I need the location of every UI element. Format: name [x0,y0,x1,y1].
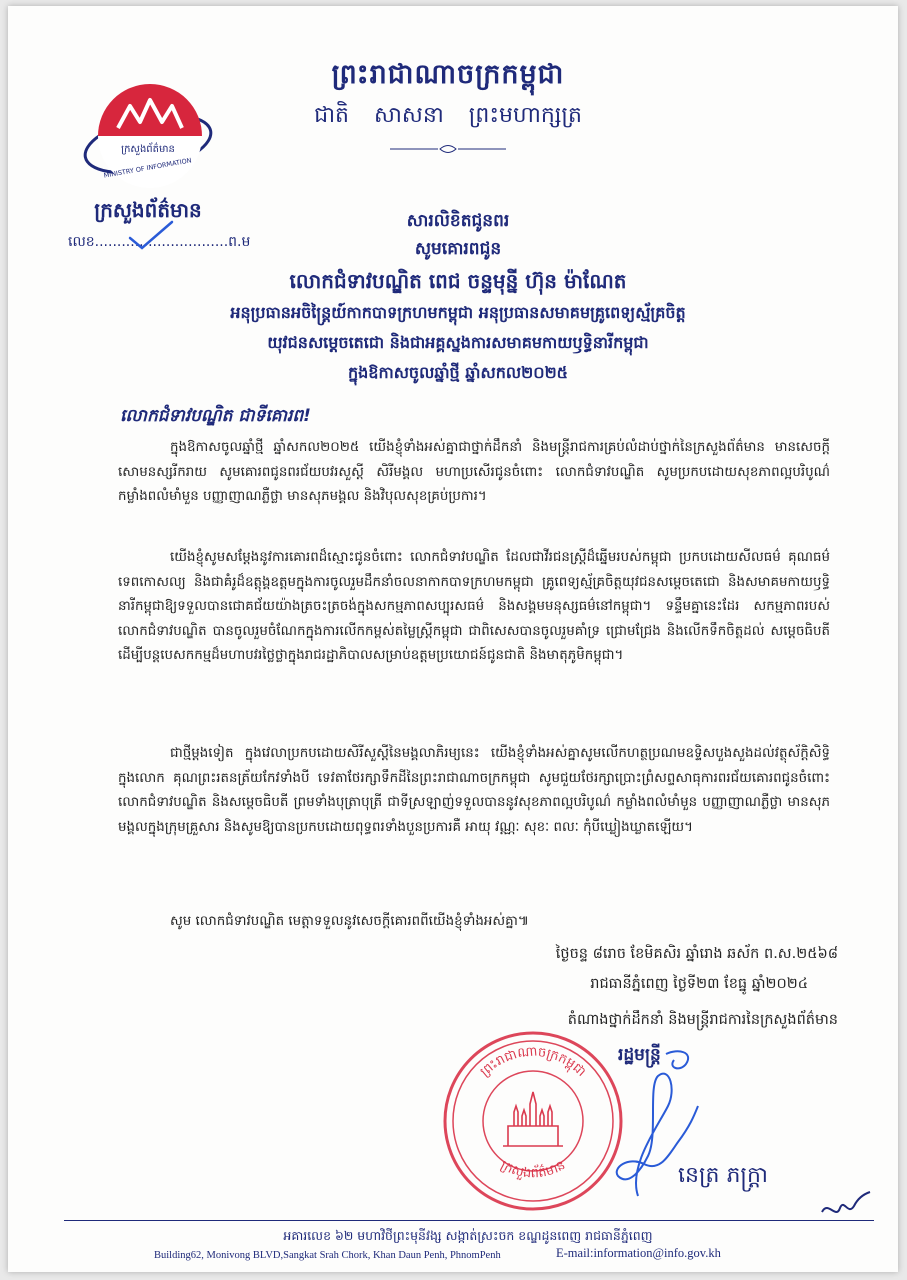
footer-address-kh: អគារលេខ ៦២ មហាវិថីព្រះមុនីវង្ស សង្កាត់ស្រះចក ខណ្ឌដូនពេញ រាជធានីភ្នំពេញ [283,1228,653,1243]
minister-title: រដ្ឋមន្ត្រី [618,1045,661,1065]
salutation: លោកជំទាវបណ្ឌិត ជាទីគោរព! [120,406,311,426]
ornament-divider [388,142,508,156]
ministry-logo [78,76,218,196]
national-motto: ជាតិ សាសនា ព្រះមហាក្សត្រ [314,103,582,128]
footer-address-en: Building62, Monivong BLVD,Sangkat Srah Chork, Khan Daun Penh, PhnomPenh [154,1250,501,1261]
body-paragraph-3: ជាថ្មីម្តងទៀត ក្នុងវេលាប្រកបដោយសិរីសួស្តីនៃមង្គលាភិរម្យនេះ យើងខ្ញុំទាំងអស់គ្នាសូមលើកហត្ថប្រណមឧទ្ទិសបួងសួងដល់វត្ថុស័ក្តិសិទ្ធិក្នុងលោក គុណព្រះរតនត្រ័យកែវទាំងបី ទេវតាថែរក្សាទឹកដីនៃព្រះរាជាណាចក្រកម្ពុជា សូមជួយថែរក្សាប្រោះព្រំសព្ទសាធុការពរជ័យគោរពជូនចំពោះ លោកជំទាវបណ្ឌិត និងសម្តេចធិបតី ព្រមទាំងបុត្រាបុត្រី ជាទីស្រឡាញ់ទទួលបាននូវសុខភាពល្អបរិបូណ៌ កម្លាំងពលំមាំមួន បញ្ញាញាណភ្លឺថ្លា មានសុភមង្គលក្នុងក្រុមគ្រួសារ និងសូមឱ្យបានប្រកបដោយពុទ្ធពរទាំងបួនប្រការគឺ អាយុ វណ្ណៈ សុខៈ ពលៈ កុំបីឃ្លៀងឃ្លាតឡើយ។ [118,746,830,835]
svg-text:ព្រះរាជាណាចក្រកម្ពុជា: ព្រះរាជាណាចក្រកម្ពុជា [477,1044,589,1080]
svg-text:MINISTRY OF INFORMATION: MINISTRY OF INFORMATION [103,156,193,180]
svg-text:ក្រសួងព័ត៌មាន: ក្រសួងព័ត៌មាន [497,1157,569,1182]
reference-number: លេខ..............................ព.ម [68,234,251,250]
lunar-date: ថ្ងៃចន្ទ ៨រោច ខែមិគសិរ ឆ្នាំរោង ឆស័ក ព.ស.២៥៦៨ [555,946,838,962]
body-paragraph-1: ក្នុងឱកាសចូលឆ្នាំថ្មី ឆ្នាំសកល២០២៥ យើងខ្ញុំទាំងអស់គ្នាជាថ្នាក់ដឹកនាំ និងមន្ត្រីរាជការគ្រប់លំដាប់ថ្នាក់នៃក្រសួងព័ត៌មាន មានសេចក្តីសោមនស្សរីករាយ សូមគោរពជូនពរជ័យបវរសួស្តី សិរីមង្គល មហាប្រសើរជូនចំពោះ លោកជំទាវបណ្ឌិត សូមប្រកបដោយសុខភាពល្អបរិបូណ៌ កម្លាំងពលំមាំមួន បញ្ញាញាណភ្លឺថ្លា មានសុភមង្គល និងវិបុលសុខគ្រប់ប្រការ។ [118,440,830,505]
initials-mark [818,1190,874,1224]
letter-page [8,6,898,1272]
footer-email: E-mail:information@info.gov.kh [556,1246,721,1260]
angkor-wat-icon [503,1092,563,1146]
recipient-title-2: យុវជនសម្តេចតេជោ និងជាអគ្គស្នងការសមាគមកាយឫទ្ធិនារីកម្ពុជា [267,333,649,352]
signatory-name: នេត្រ ភក្ត្រា [678,1163,768,1188]
ministry-name: ក្រសួងព័ត៌មាន [94,198,202,222]
occasion: ក្នុងឱកាសចូលឆ្នាំថ្មី ឆ្នាំសកល២០២៥ [347,363,569,382]
kingdom-heading: ព្រះរាជាណាចក្រកម្ពុជា [331,59,565,90]
body-paragraph-4: សូម លោកជំទាវបណ្ឌិត មេត្តាទទួលនូវសេចក្តីគោរពពីយើងខ្ញុំទាំងអស់គ្នា៕ [170,914,529,929]
svg-text:ក្រសួងព័ត៌មាន: ក្រសួងព័ត៌មាន [121,144,175,155]
signatory-title: តំណាងថ្នាក់ដឹកនាំ និងមន្ត្រីរាជការនៃក្រសួងព័ត៌មាន [567,1012,838,1028]
body-paragraph-2: យើងខ្ញុំសូមសម្តែងនូវការគោរពដ៏ស្មោះជូនចំពោះ លោកជំទាវបណ្ឌិត ដែលជាវីរជនស្ត្រីដ៏ឆ្នើមរបស់កម្ពុជា ប្រកបដោយសីលធម៌ គុណធម៌ ទេពកោសល្យ និងជាគំរូដ៏ឧត្តុង្គឧត្តមក្នុងការចូលរួមដឹកនាំចលនាកាកបាទក្រហមកម្ពុជា គ្រូពេទ្យស្ម័គ្រចិត្តយុវជនសម្តេចតេជោ និងសមាគមកាយឫទ្ធិនារីកម្ពុជាឱ្យទទួលបានជោគជ័យយ៉ាងត្រចះត្រចង់ក្នុងសកម្មភាពសប្បុរសធម៌ និងសង្គមមនុស្សធម៌នៅកម្ពុជា។ ទន្ទឹមគ្នានេះដែរ សកម្មភាពរបស់ លោកជំទាវបណ្ឌិត បានចូលរួមចំណែកក្នុងការលើកកម្ពស់តម្លៃស្ត្រីកម្ពុជា ជាពិសេសបានចូលរួមគាំទ្រ ជ្រោមជ្រែង និងលើកទឹកចិត្តដល់ សម្តេចធិបតី ដើម្បីបន្តបេសកកម្មដ៏មហាបវរថ្លៃថ្លាក្នុងរាជរដ្ឋាភិបាលសម្រាប់ឧត្តមប្រយោជន៍ជូនជាតិ និងមាតុភូមិកម្ពុជា។ [118,550,830,664]
recipient-title-1: អនុប្រធានអចិន្ត្រៃយ៍កាកបាទក្រហមកម្ពុជា អនុប្រធានសមាគមគ្រូពេទ្យស្ម័គ្រចិត្ត [230,303,686,322]
respectfully-to: សូមគោរពជូន [414,239,502,259]
footer-divider [64,1220,874,1221]
recipient-name: លោកជំទាវបណ្ឌិត ពេជ ចន្ទមុន្នី ហ៊ុន ម៉ាណែត [289,269,627,293]
solar-date: រាជធានីភ្នំពេញ ថ្ងៃទី២៣ ខែធ្នូ ឆ្នាំ២០២៤ [590,976,808,992]
letter-type: សារលិខិតជូនពរ [406,211,510,231]
